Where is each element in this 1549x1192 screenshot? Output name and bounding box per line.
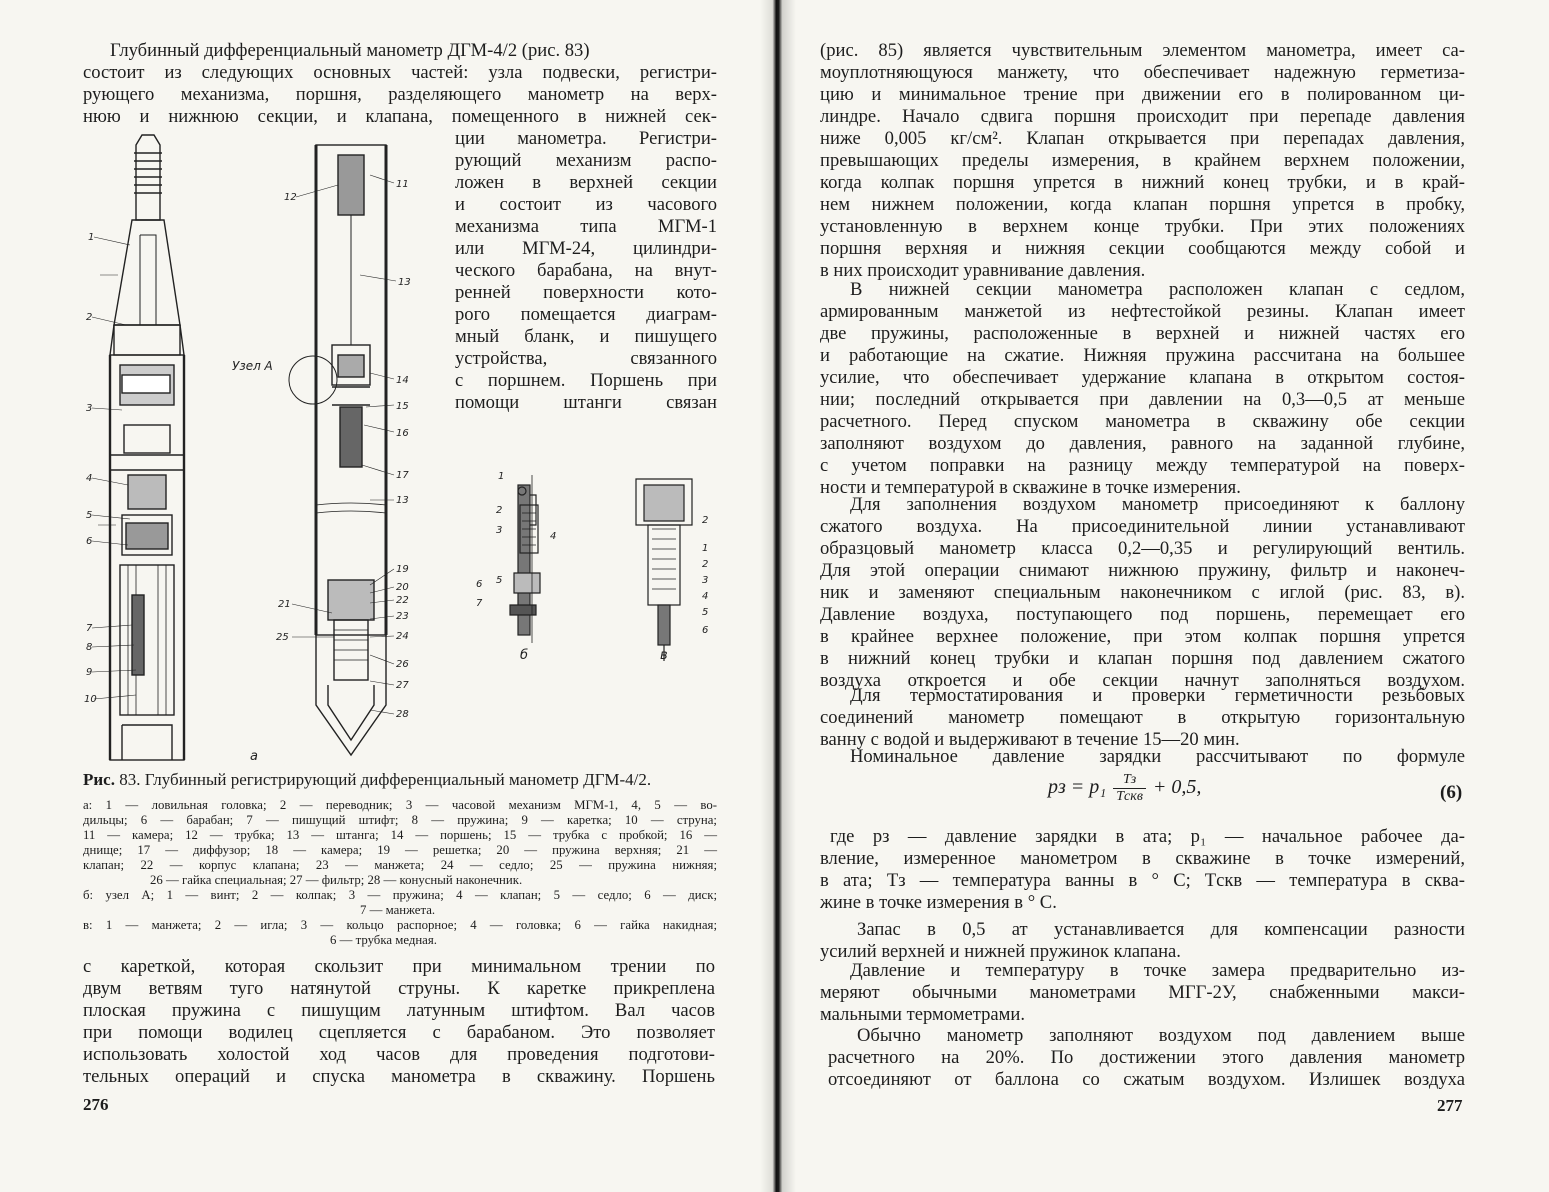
formula-6	[1048, 772, 1201, 805]
caption-line: 26 — гайка специальная; 27 — фильтр; 28 — конусный наконечник.	[150, 873, 523, 887]
text-line: мальными термометрами.	[820, 1004, 1026, 1025]
callout-7: 7	[86, 623, 93, 634]
text-line: состоит из следующих основных частей: узла подвески, регистри-	[83, 62, 717, 83]
figure-caption-title	[83, 770, 651, 790]
callout-20: 20	[396, 582, 409, 593]
callout-v2: 2	[702, 559, 709, 570]
callout-12: 12	[284, 192, 297, 203]
callout-15: 15	[396, 401, 409, 412]
text-line: сжатого воздуха. На присоединительной линии устанавливают	[820, 516, 1465, 537]
text-line: плоская пружина с пишущим латунным штифтом. Вал часов	[83, 1000, 715, 1021]
text-line: использовать холостой ход часов для проведения подготови-	[83, 1044, 715, 1065]
callout-14: 14	[396, 375, 409, 386]
text-line: где pз — давление зарядки в ата; p₁ — начальное рабочее да-	[830, 826, 1465, 847]
caption-prefix: Рис.	[83, 770, 115, 789]
callout-v5: 5	[702, 607, 709, 618]
figure-83-drawing	[70, 125, 470, 765]
callout-5: 5	[86, 510, 93, 521]
text-line: ванну с водой и выдерживают в течение 15—20 мин.	[820, 729, 1240, 750]
callout-11: 11	[396, 179, 409, 190]
text-line: отсоединяют от баллона со сжатым воздухом. Излишек воздуха	[828, 1069, 1465, 1090]
caption-line: 6 — трубка медная.	[330, 933, 437, 947]
text-line: когда колпак поршня упрется в нижний конец трубки, и в край-	[820, 172, 1465, 193]
text-line: моуплотняющуюся манжету, что обеспечивает надежную герметиза-	[820, 62, 1465, 83]
callout-1: 1	[88, 232, 95, 243]
text-line: вление, измеренное манометром в скважине в точке измерений,	[820, 848, 1465, 869]
text-line: нии; последний открывается при давлении на 0,3—0,5 ат меньше	[820, 389, 1465, 410]
detail-v	[636, 479, 692, 661]
callouts-a	[84, 179, 411, 764]
caption-line: а: 1 — ловильная головка; 2 — переводник; 3 — часовой механизм МГМ-1, 4, 5 — во-	[83, 798, 717, 812]
text-line: расчетного на 20%. По достижении этого давления манометр	[828, 1047, 1465, 1068]
formula-rhs: + 0,5,	[1152, 776, 1202, 799]
callout-b7: 7	[476, 598, 483, 609]
text-line: меряют обычными манометрами МГГ-2У, снабженными макси-	[820, 982, 1465, 1003]
text-line: жине в точке измерения в ° C.	[820, 892, 1057, 913]
callout-8: 8	[86, 642, 93, 653]
text-line: в ата; Tз — температура ванны в ° C; Tскв — температура в сква-	[820, 870, 1465, 891]
text-line: двум ветвям туго натянутой струны. К каретке прикреплена	[83, 978, 715, 999]
text-line: заполняют воздухом до давления, равного на заданной глубине,	[820, 433, 1465, 454]
text-line: ческого барабана, на внут-	[455, 260, 717, 281]
text-line: Для заполнения воздухом манометр присоединяют к баллону	[850, 494, 1465, 515]
caption-line: 11 — камера; 12 — трубка; 13 — штанга; 14 — поршень; 15 — трубка с пробкой; 16 —	[83, 828, 717, 842]
callout-21: 21	[278, 599, 291, 610]
text-line: устройства, связанного	[455, 348, 717, 369]
callout-b6: 6	[476, 579, 483, 590]
text-line: с учетом поправки на разницу между температурой на поверх-	[820, 455, 1465, 476]
right-page	[775, 0, 1549, 1192]
callout-19: 19	[396, 564, 409, 575]
callout-b3: 3	[496, 525, 503, 536]
text-line: механизма типа МГМ-1	[455, 216, 717, 237]
text-line: с кареткой, которая скользит при минимальном трении по	[83, 956, 715, 977]
text-line: рующий механизм распо-	[455, 150, 717, 171]
text-line: армированным манжетой из нефтестойкой резины. Клапан имеет	[820, 301, 1465, 322]
callout-27: 27	[396, 680, 409, 691]
text-line: воздуха откроется и обе секции начнут заполняться воздухом.	[820, 670, 1465, 691]
callout-16: 16	[396, 428, 409, 439]
text-line: Давление воздуха, поступающего под поршень, перемещает его	[820, 604, 1465, 625]
callout-17: 17	[396, 470, 409, 481]
callout-b2: 2	[496, 505, 503, 516]
callout-b5: 5	[496, 575, 503, 586]
callout-b4: 4	[550, 531, 557, 542]
equation-number: (6)	[1440, 782, 1463, 803]
text-line: ности и температурой в скважине в точке измерения.	[820, 477, 1241, 498]
text-line: соединений манометр помещают в открытую горизонтальную	[820, 707, 1465, 728]
text-line: в крайнее верхнее положение, при этом колпак поршня упрется	[820, 626, 1465, 647]
text-line: ник и заменяют специальным наконечником с иглой (рис. 83, в).	[820, 582, 1465, 603]
figure-label-v: в	[660, 648, 668, 663]
callout-26: 26	[396, 659, 409, 670]
detail-b	[510, 475, 540, 643]
figure-label-a: а	[250, 749, 258, 764]
caption-line: 7 — манжета.	[360, 903, 436, 917]
text-line: при помощи водилец сцепляется с барабаном. Это позволяет	[83, 1022, 715, 1043]
callout-v1: 1	[702, 543, 709, 554]
text-line: ренней поверхности кото-	[455, 282, 717, 303]
text-line: установленную в верхнем конце трубки. При этих положениях	[820, 216, 1465, 237]
caption-line: в: 1 — манжета; 2 — игла; 3 — кольцо распорное; 4 — головка; 6 — гайка накидная;	[83, 918, 717, 932]
caption-line: днище; 17 — диффузор; 18 — камера; 19 — решетка; 20 — пружина верхняя; 21 —	[83, 843, 717, 857]
figure-83-details	[470, 465, 720, 665]
text-line: нем нижнем положении, когда клапан поршня упрется в пробку,	[820, 194, 1465, 215]
formula-numerator: Tз	[1113, 772, 1146, 789]
text-line: тельных операций и спуска манометра в скважину. Поршень	[83, 1066, 715, 1087]
callout-13b: 13	[396, 495, 409, 506]
text-line: или МГМ-24, цилиндри-	[455, 238, 717, 259]
text-line: Глубинный дифференциальный манометр ДГМ-4/2 (рис. 83)	[110, 40, 590, 61]
text-line: рого помещается диаграм-	[455, 304, 717, 325]
text-line: в них происходит уравнивание давления.	[820, 260, 1146, 281]
uzel-a-label: Узел А	[232, 359, 273, 373]
callout-13: 13	[398, 277, 411, 288]
text-line: ции манометра. Регистри-	[455, 128, 717, 149]
text-line: две пружины, расположенные в верхней и нижней частях его	[820, 323, 1465, 344]
caption-line: дильцы; 6 — барабан; 7 — пишущий штифт; 8 — пружина; 9 — каретка; 10 — струна;	[83, 813, 717, 827]
text-line: и работающие на сжатие. Нижняя пружина рассчитана на большее	[820, 345, 1465, 366]
callout-6: 6	[86, 536, 93, 547]
text-line: Для этой операции снимают нижнюю пружину, фильтр и наконеч-	[820, 560, 1465, 581]
figure-label-b: б	[520, 648, 529, 663]
tool-a-mid	[289, 145, 386, 755]
formula-fraction	[1113, 772, 1146, 805]
text-line: помощи штанги связан	[455, 392, 717, 413]
text-line: Запас в 0,5 ат устанавливается для компенсации разности	[857, 919, 1465, 940]
page-number-left: 276	[83, 1095, 109, 1114]
callout-4: 4	[86, 473, 93, 484]
text-line: усилий верхней и нижней пружинок клапана.	[820, 941, 1181, 962]
text-line: рующего механизма, поршня, разделяющего манометр на верх-	[83, 84, 717, 105]
callout-28: 28	[396, 709, 409, 720]
callout-10: 10	[84, 694, 97, 705]
callout-v4: 4	[702, 591, 709, 602]
text-line: ниже 0,005 кг/см². Клапан открывается при перепадах давления,	[820, 128, 1465, 149]
formula-denominator: Tскв	[1116, 789, 1143, 804]
callout-9: 9	[86, 667, 93, 678]
text-line: нюю и нижнюю секции, и клапана, помещенного в нижней сек-	[83, 106, 717, 127]
text-line: в нижний конец трубки и клапан поршня под давлением сжатого	[820, 648, 1465, 669]
callout-24: 24	[396, 631, 409, 642]
callout-3: 3	[86, 403, 93, 414]
text-line: цию и минимальное трение при движении его в полированном ци-	[820, 84, 1465, 105]
text-line: В нижней секции манометра расположен клапан с седлом,	[850, 279, 1465, 300]
callout-25: 25	[276, 632, 289, 643]
callout-23: 23	[396, 611, 409, 622]
text-line: образцовый манометр класса 0,2—0,35 и регулирующий вентиль.	[820, 538, 1465, 559]
text-line: и состоит из часового	[455, 194, 717, 215]
page-number-right: 277	[1437, 1096, 1463, 1115]
text-line: усилие, что обеспечивает удержание клапана в открытом состоя-	[820, 367, 1465, 388]
caption-line: клапан; 22 — корпус клапана; 23 — манжета; 24 — седло; 25 — пружина нижняя;	[83, 858, 717, 872]
formula-intro: Номинальное давление зарядки рассчитывают по формуле	[850, 746, 1465, 767]
text-line: Давление и температуру в точке замера предварительно из-	[850, 960, 1465, 981]
callout-v3: 3	[702, 575, 709, 586]
caption-line: б: узел А; 1 — винт; 2 — колпак; 3 — пружина; 4 — клапан; 5 — седло; 6 — диск;	[83, 888, 717, 902]
text-line: поршня верхняя и нижняя секции сообщаются между собой и	[820, 238, 1465, 259]
callout-b1: 1	[498, 471, 505, 482]
callout-22: 22	[396, 595, 409, 606]
text-line: (рис. 85) является чувствительным элементом манометра, имеет са-	[820, 40, 1465, 61]
text-line: Для термостатирования и проверки герметичности резьбовых	[850, 685, 1465, 706]
text-line: ложен в верхней секции	[455, 172, 717, 193]
text-line: расчетного. Перед спуском манометра в скважину обе секции	[820, 411, 1465, 432]
text-line: с поршнем. Поршень при	[455, 370, 717, 391]
callout-v6: 6	[702, 625, 709, 636]
text-line: линдре. Начало сдвига поршня происходит при перепаде давления	[820, 106, 1465, 127]
text-line: мный бланк, и пишущего	[455, 326, 717, 347]
tool-a-left	[98, 135, 184, 760]
caption-title-text: 83. Глубинный регистрирующий дифференциальный манометр ДГМ-4/2.	[114, 770, 652, 789]
text-line: Обычно манометр заполняют воздухом под давлением выше	[857, 1025, 1465, 1046]
formula-lhs: pз = p₁	[1048, 776, 1107, 799]
callout-2: 2	[86, 312, 93, 323]
callout-v2a: 2	[702, 515, 709, 526]
text-line: превышающих пределы измерения, в крайнем верхнем положении,	[820, 150, 1465, 171]
